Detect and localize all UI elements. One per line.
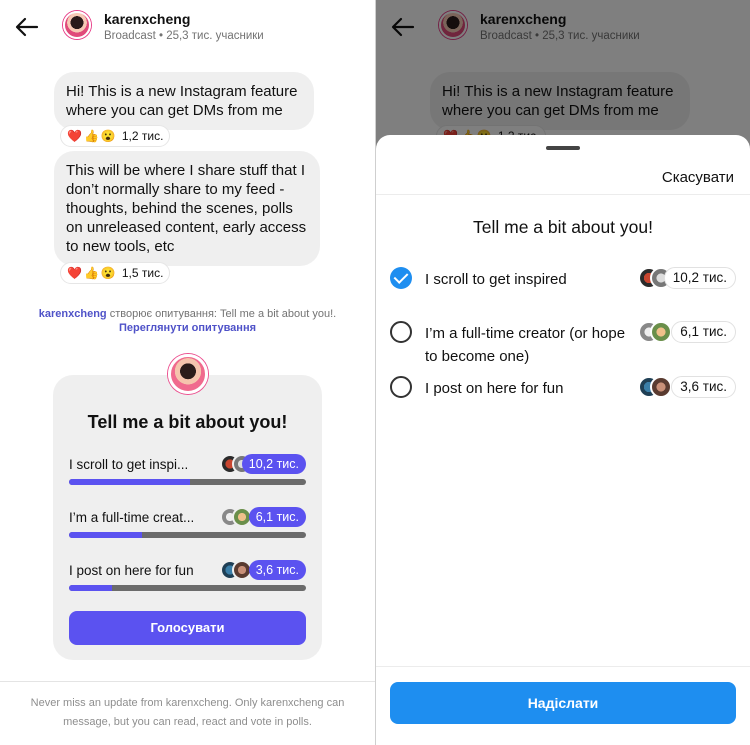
thumbs-up-icon: 👍 [83, 266, 99, 280]
system-message [0, 307, 375, 335]
vote-option-label: I post on here for fun [425, 380, 564, 397]
sheet-divider [376, 666, 750, 667]
vote-progress-bar [69, 585, 306, 591]
vote-count-badge: 3,6 тис. [249, 560, 306, 580]
poll-card [53, 375, 322, 660]
radio-checked-icon[interactable] [390, 267, 412, 289]
vote-option-label: I’m a full-time creator (or hope to become one) [425, 325, 626, 365]
cancel-button[interactable]: Скасувати [661, 169, 734, 186]
thumbs-up-icon: 👍 [83, 129, 99, 143]
vote-count-badge: 3,6 тис. [671, 376, 736, 398]
poll-option-label: I post on here for fun [69, 563, 194, 578]
voter-avatars [638, 376, 670, 398]
reaction-count: 1,2 тис. [121, 129, 164, 143]
back-arrow-icon[interactable] [14, 14, 40, 40]
vote-progress-bar [69, 532, 306, 538]
system-message-author[interactable]: karenxcheng [38, 308, 107, 320]
drag-handle[interactable] [546, 146, 580, 150]
radio-unchecked-icon[interactable] [390, 321, 412, 343]
vote-bottom-sheet [376, 135, 750, 745]
reactions-badge[interactable] [60, 125, 170, 147]
heart-icon: ❤️ [67, 129, 82, 143]
radio-unchecked-icon[interactable] [390, 376, 412, 398]
message-bubble[interactable]: This will be where I share stuff that I don’t normally share to my feed - thoughts, behind the scenes, polls on unreleased content, early access to new tools, etc [54, 151, 320, 266]
submit-button[interactable]: Надіслати [390, 682, 736, 724]
sheet-title: Tell me a bit about you! [473, 217, 653, 237]
vote-button[interactable]: Голосувати [69, 611, 306, 645]
heart-icon: ❤️ [67, 266, 82, 280]
voter-avatar [650, 321, 672, 343]
vote-option-label: I scroll to get inspired [425, 271, 567, 288]
vote-screen [376, 0, 750, 745]
sheet-divider [376, 194, 750, 195]
vote-count-badge: 10,2 тис. [242, 454, 306, 474]
voter-avatars [220, 560, 250, 580]
vote-count-badge: 6,1 тис. [671, 321, 736, 343]
message-bubble[interactable]: Hi! This is a new Instagram feature where you can get DMs from me [54, 72, 314, 130]
voter-avatars [220, 507, 250, 527]
vote-progress-fill [69, 585, 112, 591]
poll-option-label: I’m a full-time creat... [69, 510, 195, 525]
wow-icon: 😮 [100, 266, 116, 280]
vote-progress-fill [69, 532, 142, 538]
poll-title: Tell me a bit about you! [87, 412, 288, 432]
view-poll-link[interactable]: Переглянути опитування [118, 322, 257, 334]
reaction-count: 1,5 тис. [121, 266, 164, 280]
chat-subtitle: Broadcast • 25,3 тис. учасники [104, 30, 264, 42]
poll-avatar [168, 354, 208, 394]
vote-count-badge: 10,2 тис. [664, 267, 736, 289]
chat-header [0, 0, 375, 56]
avatar[interactable] [63, 11, 91, 39]
system-message-text: створює опитування: Tell me a bit about you!. [106, 308, 337, 320]
voter-avatars [638, 321, 670, 343]
footer-divider [0, 681, 375, 682]
voter-avatar [650, 376, 672, 398]
wow-icon: 😮 [100, 129, 116, 143]
chat-username[interactable]: karenxcheng [104, 11, 191, 27]
vote-progress-bar [69, 479, 306, 485]
vote-progress-fill [69, 479, 190, 485]
poll-option-label: I scroll to get inspi... [69, 457, 189, 472]
reactions-badge[interactable] [60, 262, 170, 284]
vote-count-badge: 6,1 тис. [249, 507, 306, 527]
broadcast-footer-note: Never miss an update from karenxcheng. Only karenxcheng can message, but you can read, react and vote in polls. [30, 697, 345, 728]
